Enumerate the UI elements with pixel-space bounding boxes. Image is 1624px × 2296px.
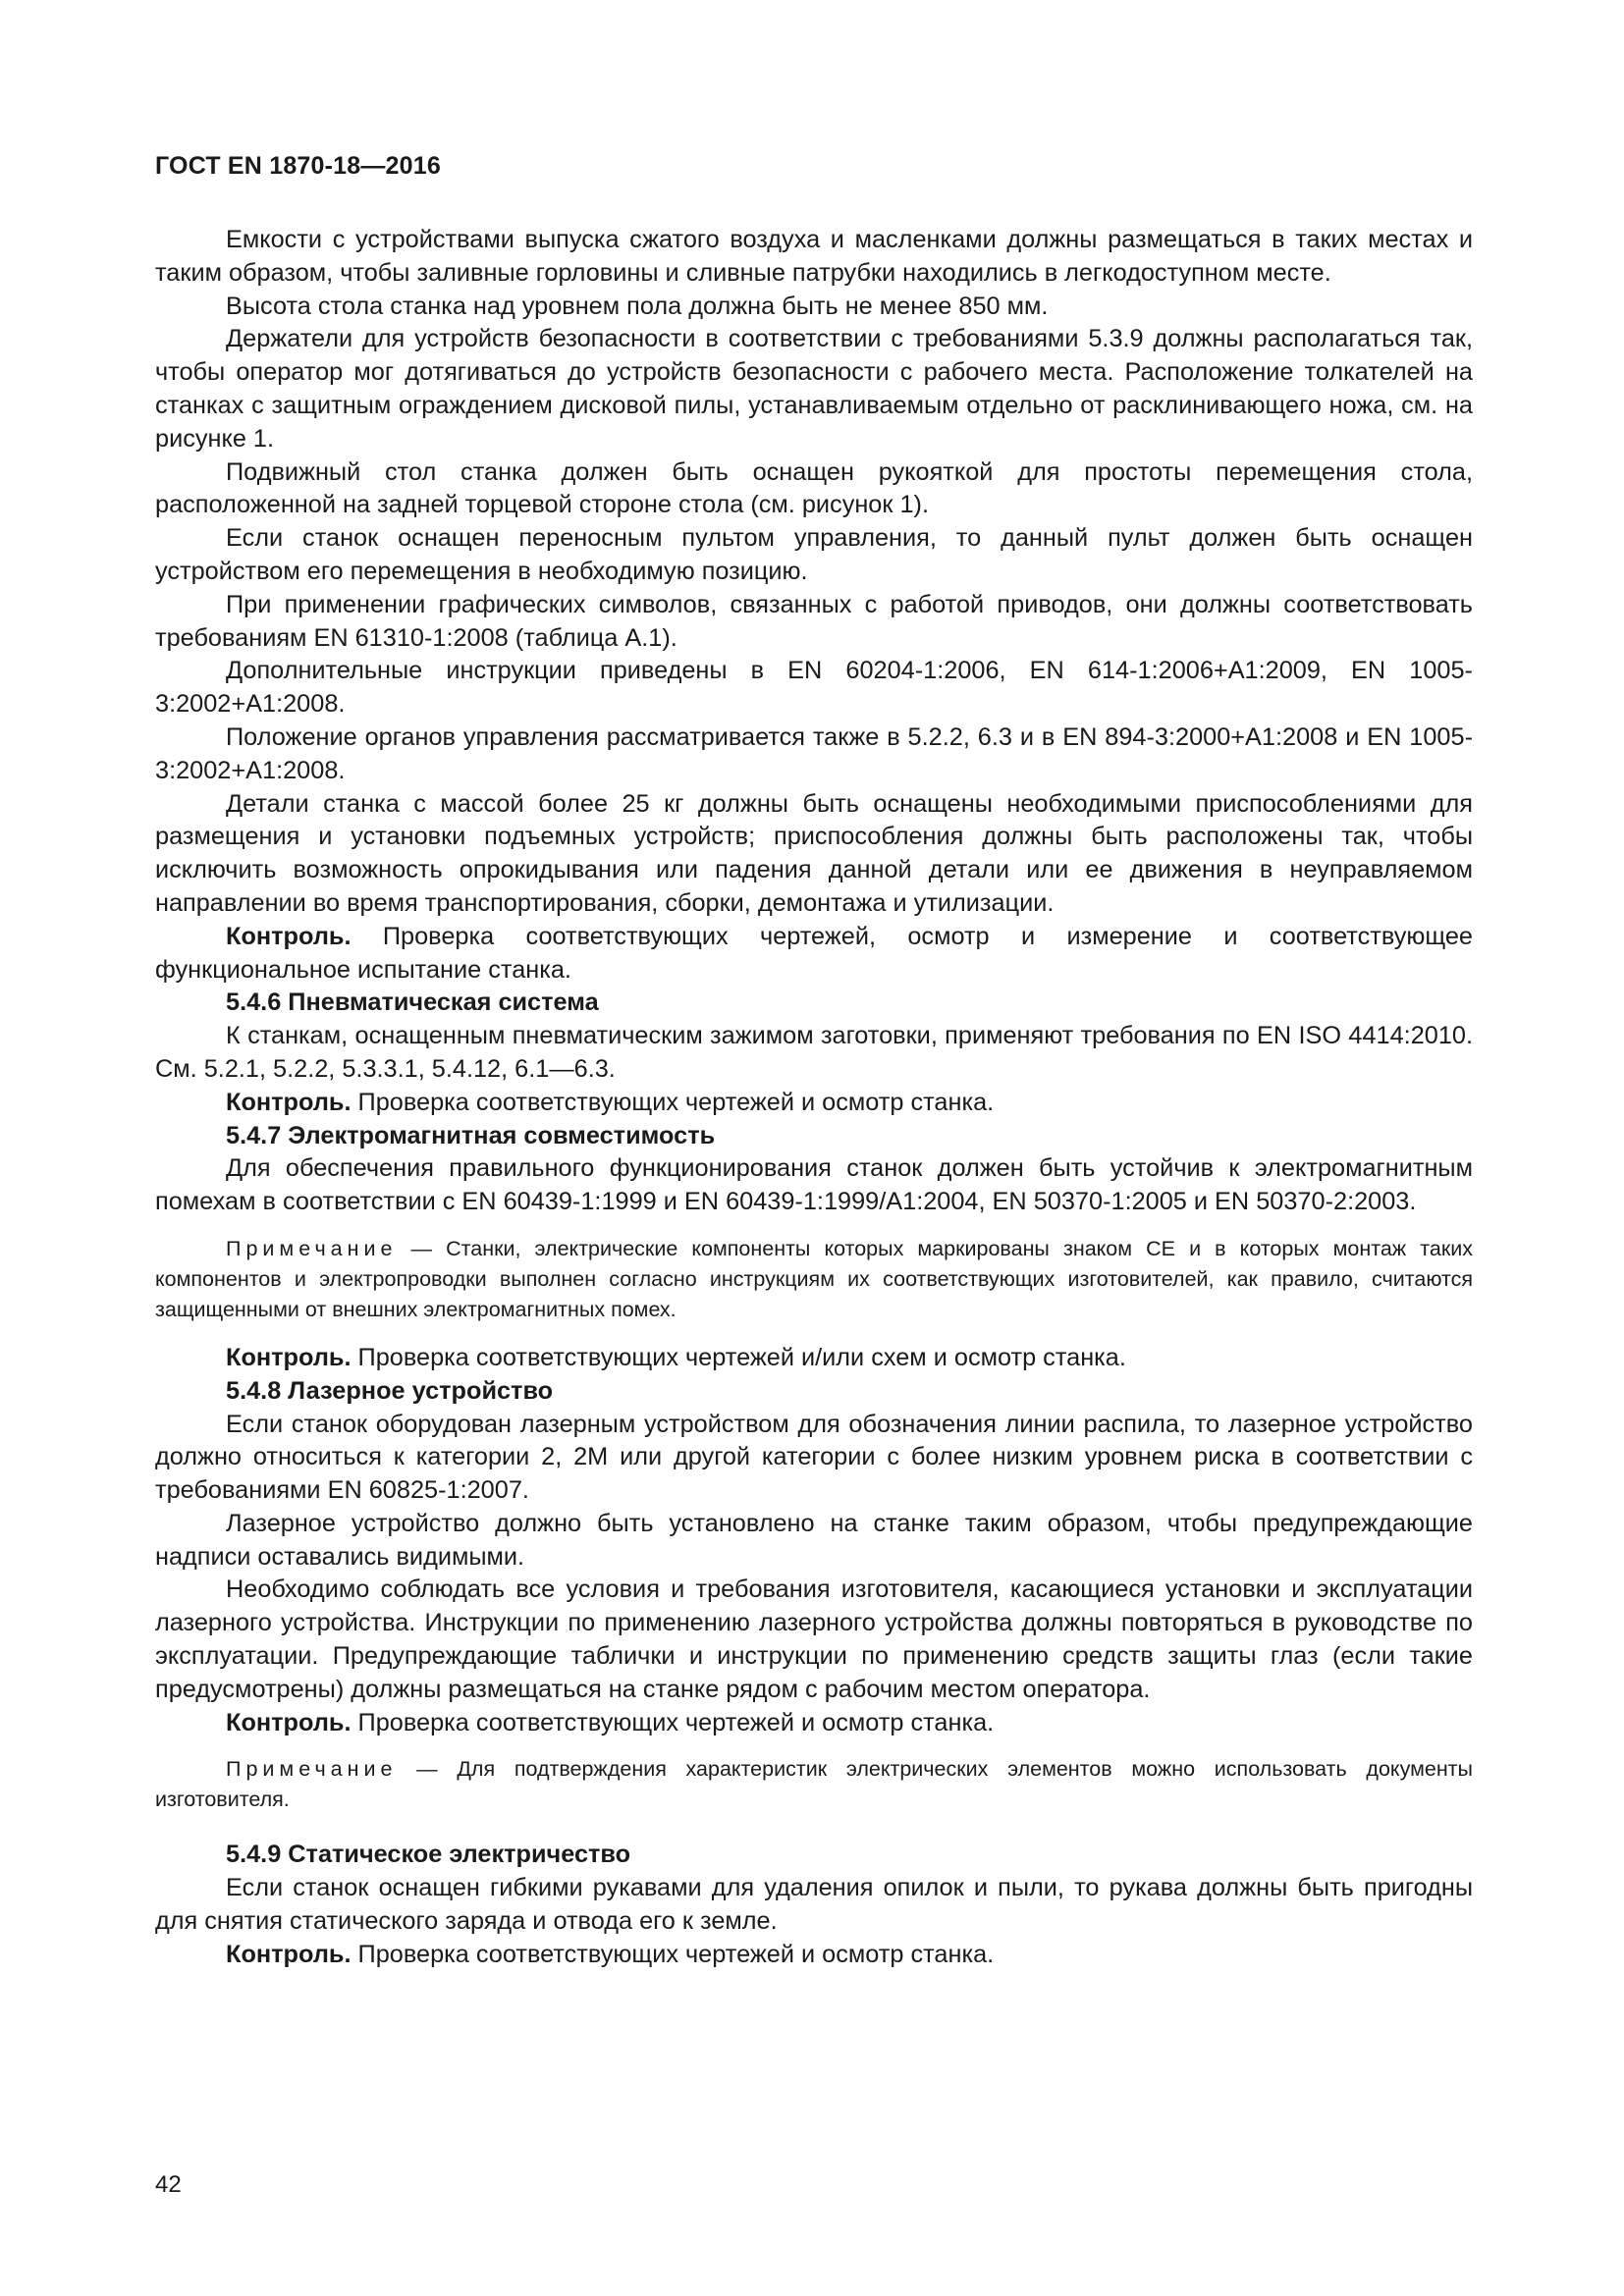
note-text: — Станки, электрические компоненты которых маркированы знаком СЕ и в которых монтаж таких компонентов и электропроводки выполнен согласно инструкциям их соответствующих изготовителей, как правило, считаются защищенными от внешних электромагнитных помех. — [155, 1236, 1473, 1321]
paragraph: Дополнительные инструкции приведены в EN 60204-1:2006, EN 614-1:2006+А1:2009, EN 1005-3:2002+А1:2008. — [155, 657, 1473, 719]
section-heading-5-4-7: 5.4.7 Электромагнитная совместимость — [226, 1121, 716, 1149]
document-header: ГОСТ EN 1870-18—2016 — [155, 152, 441, 180]
paragraph: Лазерное устройство должно быть установлено на станке таким образом, чтобы предупреждающие надписи оставались видимыми. — [155, 1509, 1473, 1571]
section-heading-5-4-8: 5.4.8 Лазерное устройство — [226, 1376, 554, 1405]
document-body — [155, 224, 1473, 1972]
note-text: — Для подтверждения характеристик электрических элементов можно использовать документы изготовителя. — [155, 1757, 1473, 1812]
control-text: Проверка соответствующих чертежей, осмотр и измерение и соответствующее функциональное испытание станка. — [155, 922, 1473, 984]
control-label: Контроль. — [226, 1088, 352, 1116]
control-paragraph — [155, 1707, 1473, 1740]
note-label: Примечание — [226, 1236, 398, 1260]
note-label: Примечание — [226, 1757, 398, 1782]
control-text: Проверка соответствующих чертежей и осмотр станка. — [351, 1088, 995, 1116]
control-text: Проверка соответствующих чертежей и осмотр станка. — [351, 1940, 995, 1968]
control-label: Контроль. — [226, 1940, 352, 1968]
paragraph: Положение органов управления рассматривается также в 5.2.2, 6.3 и в EN 894-3:2000+А1:2008 и EN 1005-3:2002+А1:2008. — [155, 722, 1473, 784]
paragraph: Детали станка с массой более 25 кг должны быть оснащены необходимыми приспособлениями для размещения и установки подъемных устройств; приспособления должны быть расположены так, чтобы исключить возможность опрокидывания или падения данной детали или ее движения в неуправляемом направлении во время транспортирования, сборки, демонтажа и утилизации. — [155, 789, 1473, 917]
paragraph: Держатели для устройств безопасности в соответствии с требованиями 5.3.9 должны располагаться так, чтобы оператор мог дотягиваться до устройств безопасности с рабочего места. Расположение толкателей на станках с защитным ограждением дисковой пилы, устанавливаемым отдельно от расклинивающего ножа, см. на рисунке 1. — [155, 325, 1473, 453]
control-text: Проверка соответствующих чертежей и осмотр станка. — [351, 1708, 995, 1736]
section-heading-5-4-6: 5.4.6 Пневматическая система — [226, 988, 599, 1017]
page-number: 42 — [155, 2171, 182, 2198]
paragraph: Если станок оснащен гибкими рукавами для удаления опилок и пыли, то рукава должны быть пригодны для снятия статического заряда и отвода его к земле. — [155, 1874, 1473, 1936]
control-label: Контроль. — [226, 922, 352, 950]
paragraph: Если станок оснащен переносным пультом управления, то данный пульт должен быть оснащен устройством его перемещения в необходимую позицию. — [155, 524, 1473, 585]
paragraph: Подвижный стол станка должен быть оснащен рукояткой для простоты перемещения стола, расположенной на задней торцевой стороне стола (см. рисунок 1). — [155, 457, 1473, 519]
section-heading-5-4-9: 5.4.9 Статическое электричество — [226, 1841, 631, 1869]
paragraph: К станкам, оснащенным пневматическим зажимом заготовки, применяют требования по EN ISO 4414:2010. См. 5.2.1, 5.2.2, 5.3.3.1, 5.4.12, 6.1—6.3. — [155, 1022, 1473, 1083]
paragraph: Для обеспечения правильного функционирования станок должен быть устойчив к электромагнитным помехам в соответствии с EN 60439-1:1999 и EN 60439-1:1999/А1:2004, EN 50370-1:2005 и EN 50370-2:2003. — [155, 1154, 1473, 1216]
control-paragraph — [155, 1087, 1473, 1120]
paragraph: Емкости с устройствами выпуска сжатого воздуха и масленками должны размещаться в таких местах и таким образом, чтобы заливные горловины и сливные патрубки находились в легкодоступном месте. — [155, 226, 1473, 287]
control-text: Проверка соответствующих чертежей и/или схем и осмотр станка. — [351, 1343, 1126, 1371]
paragraph: Высота стола станка над уровнем пола должна быть не менее 850 мм. — [226, 292, 1049, 320]
control-paragraph — [155, 1939, 1473, 1972]
control-paragraph — [155, 921, 1473, 988]
note — [155, 1754, 1473, 1815]
control-label: Контроль. — [226, 1708, 352, 1736]
paragraph: Необходимо соблюдать все условия и требования изготовителя, касающиеся установки и эксплуатации лазерного устройства. Инструкции по применению лазерного устройства должны повторяться в руководстве по эксплуатации. Предупреждающие таблички и инструкции по применению средств защиты глаз (если такие предусмотрены) должны размещаться на станке рядом с рабочим местом оператора. — [155, 1575, 1473, 1703]
paragraph: При применении графических символов, связанных с работой приводов, они должны соответствовать требованиям EN 61310-1:2008 (таблица А.1). — [155, 590, 1473, 652]
control-label: Контроль. — [226, 1343, 352, 1371]
note — [155, 1234, 1473, 1325]
control-paragraph — [155, 1342, 1473, 1375]
paragraph: Если станок оборудован лазерным устройством для обозначения линии распила, то лазерное устройство должно относиться к категории 2, 2М или другой категории с более низким уровнем риска в соответствии с требованиями EN 60825-1:2007. — [155, 1410, 1473, 1505]
